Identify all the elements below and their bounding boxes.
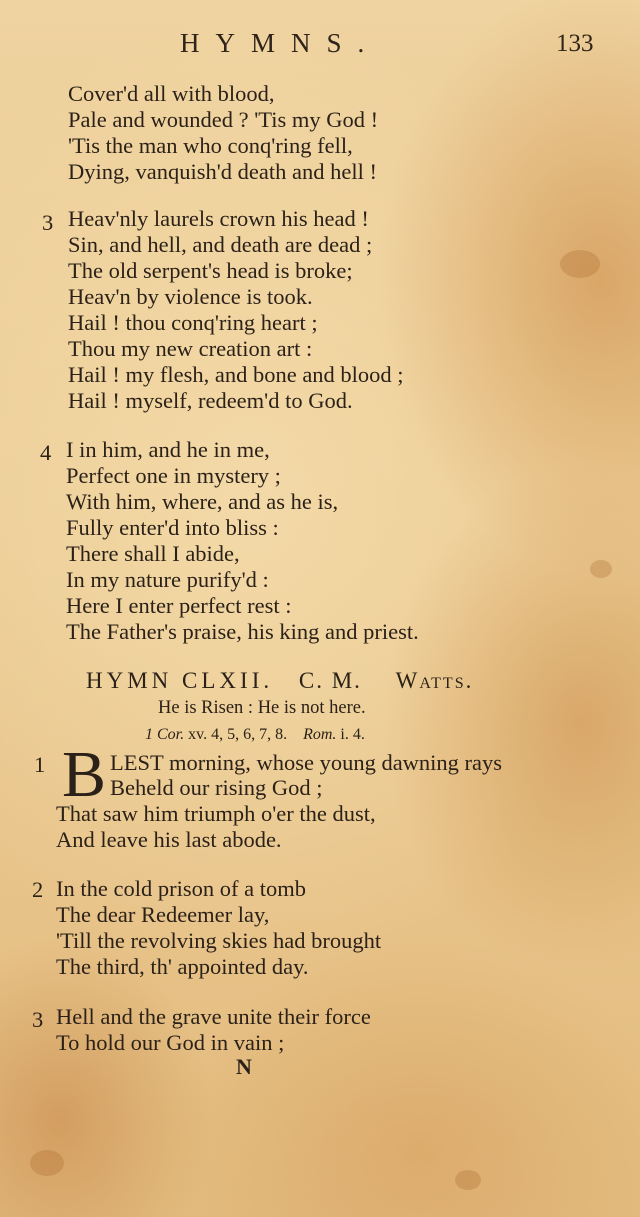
stanza-number: 4 (40, 440, 52, 465)
hymn-subtitle: He is Risen : He is not here. (158, 698, 366, 718)
signature-mark: N (236, 1054, 252, 1079)
verse-line: Cover'd all with blood, (68, 81, 275, 106)
verse-line: The old serpent's head is broke; (68, 258, 353, 283)
reference-book: 1 Cor. (145, 726, 185, 743)
verse-line: Fully enter'd into bliss : (66, 515, 279, 540)
page-header (0, 28, 640, 68)
page-number: 133 (556, 30, 594, 57)
reference-verses: i. 4. (340, 726, 365, 743)
hymn-title: HYMN CLXII. (86, 668, 274, 693)
verse-line: That saw him triumph o'er the dust, (56, 801, 376, 826)
stanza-number: 1 (34, 752, 46, 777)
hymn-heading (86, 668, 473, 694)
reference-book: Rom. (303, 726, 337, 743)
verse-line: Here I enter perfect rest : (66, 593, 292, 618)
hymn-author: Watts. (395, 668, 474, 693)
verse-line: Beheld our rising God ; (110, 775, 323, 800)
verse-line: In the cold prison of a tomb (56, 876, 306, 901)
verse-line: 'Till the revolving skies had brought (56, 928, 382, 953)
stanza-number: 3 (42, 210, 54, 235)
verse-line: Perfect one in mystery ; (66, 463, 281, 488)
verse-line: Dying, vanquish'd death and hell ! (68, 159, 377, 184)
verse-line: There shall I abide, (66, 541, 240, 566)
verse-line: Hail ! myself, redeem'd to God. (68, 388, 353, 413)
verse-line: Sin, and hell, and death are dead ; (68, 232, 373, 257)
verse-line: LEST morning, whose young dawning rays (110, 750, 503, 775)
verse-line: I in him, and he in me, (66, 437, 270, 462)
verse-line: The Father's praise, his king and priest. (66, 619, 419, 644)
foxing-stain (455, 1170, 481, 1190)
stanza-number: 3 (32, 1007, 44, 1032)
foxing-stain (30, 1150, 64, 1176)
hymn-meter: C. M. (298, 668, 362, 693)
verse-line: Hell and the grave unite their force (56, 1004, 371, 1029)
foxing-stain (590, 560, 612, 578)
verse-line: Thou my new creation art : (68, 336, 313, 361)
verse-line: Pale and wounded ? 'Tis my God ! (68, 107, 379, 132)
verse-line: Heav'nly laurels crown his head ! (68, 206, 369, 231)
verse-line: Hail ! my flesh, and bone and blood ; (68, 362, 404, 387)
scripture-reference (145, 726, 365, 744)
verse-line: To hold our God in vain ; (56, 1030, 285, 1055)
running-title: HYMNS. (180, 28, 381, 58)
drop-cap: B (62, 738, 107, 811)
verse-line: Hail ! thou conq'ring heart ; (68, 310, 318, 335)
verse-line: In my nature purify'd : (66, 567, 269, 592)
foxing-stain (560, 250, 600, 278)
verse-line: The third, th' appointed day. (56, 954, 309, 979)
verse-line: And leave his last abode. (56, 827, 282, 852)
verse-line: 'Tis the man who conq'ring fell, (68, 133, 353, 158)
verse-line: With him, where, and as he is, (66, 489, 339, 514)
verse-line: The dear Redeemer lay, (56, 902, 270, 927)
reference-verses: xv. 4, 5, 6, 7, 8. (188, 726, 288, 743)
stanza-number: 2 (32, 877, 44, 902)
verse-line: Heav'n by violence is took. (68, 284, 313, 309)
